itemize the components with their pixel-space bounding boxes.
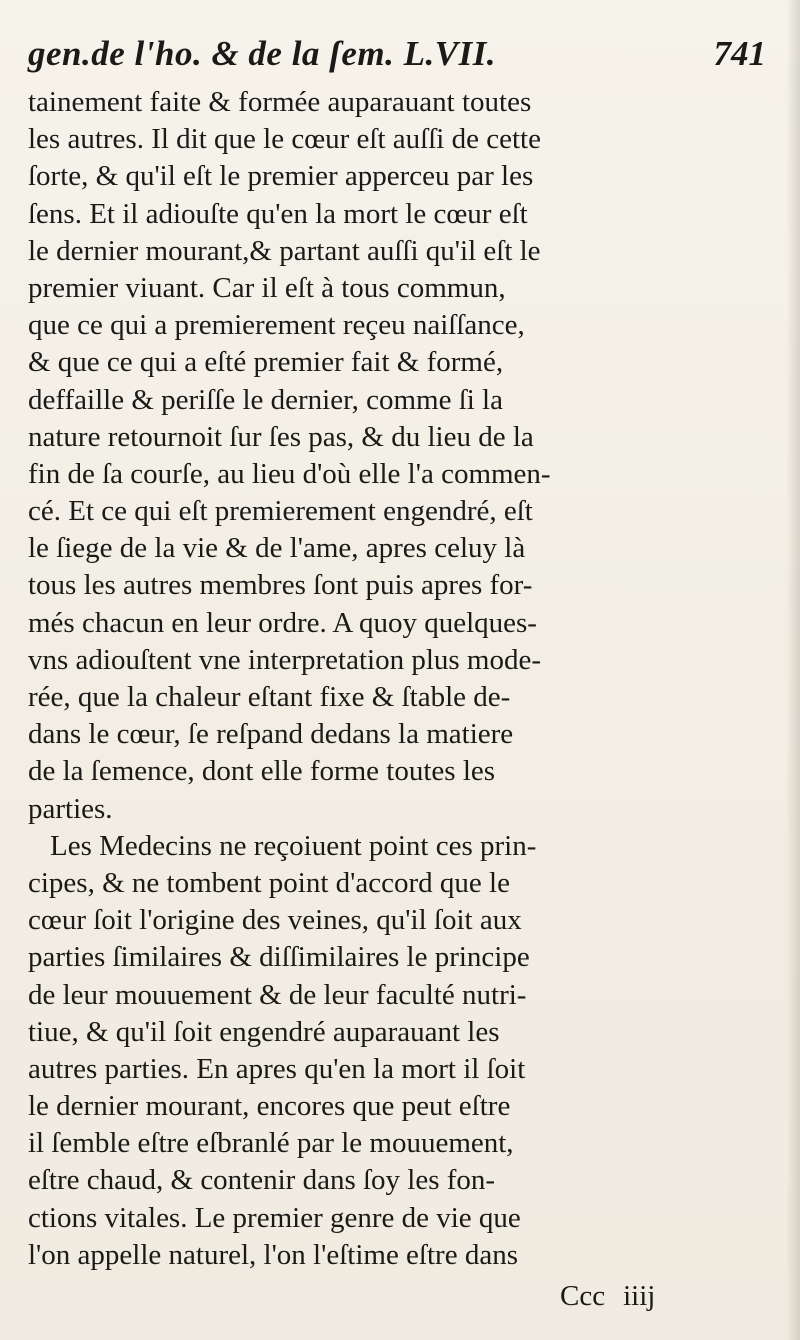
text-line: tous les autres membres ſont puis apres for-	[28, 569, 533, 602]
text-line: ſens. Et il adiouſte qu'en la mort le cœur eſt	[28, 197, 528, 230]
paragraph-start-line: Les Medecins ne reçoiuent point ces prin-	[50, 829, 537, 862]
text-line: cœur ſoit l'origine des veines, qu'il ſoit aux	[28, 904, 522, 937]
text-line: vns adiouſtent vne interpretation plus mode-	[28, 643, 542, 676]
text-line: l'on appelle naturel, l'on l'eſtime eſtre dans	[28, 1238, 518, 1271]
signature-number: iiij	[623, 1280, 656, 1312]
text-line: nature retournoit ſur ſes pas, & du lieu de la	[28, 420, 534, 453]
text-line: parties.	[28, 792, 113, 825]
page-number: 741	[713, 34, 766, 73]
running-title: gen.de l'ho. & de la ſem. L.VII.	[28, 34, 497, 73]
text-line: fin de ſa courſe, au lieu d'où elle l'a commen-	[28, 457, 551, 490]
text-line: més chacun en leur ordre. A quoy quelques-	[28, 606, 537, 639]
text-line: les autres. Il dit que le cœur eſt auſſi de cette	[28, 123, 541, 156]
text-line: de la ſemence, dont elle forme toutes les	[28, 755, 496, 788]
signature-mark	[560, 1280, 655, 1313]
text-line: rée, que la chaleur eſtant fixe & ſtable de-	[28, 681, 511, 713]
text-line: autres parties. En apres qu'en la mort il ſoit	[28, 1052, 526, 1085]
page-edge-shadow	[786, 0, 800, 1340]
text-line: cipes, & ne tombent point d'accord que le	[28, 866, 510, 899]
text-line: cé. Et ce qui eſt premierement engendré, eſt	[28, 495, 533, 528]
text-line: le dernier mourant, encores que peut eſtre	[28, 1090, 511, 1123]
text-line: eſtre chaud, & contenir dans ſoy les fon-	[28, 1164, 496, 1197]
text-line: le ſiege de la vie & de l'ame, apres celuy là	[28, 532, 526, 565]
text-line: premier viuant. Car il eſt à tous commun,	[28, 271, 506, 304]
text-line: tainement faite & formée auparauant toutes	[28, 86, 532, 118]
text-line: ctions vitales. Le premier genre de vie que	[28, 1201, 521, 1234]
signature-letters: Ccc	[560, 1280, 606, 1312]
text-line: & que ce qui a eſté premier fait & formé,	[28, 346, 504, 379]
text-line: parties ſimilaires & diſſimilaires le principe	[28, 941, 530, 974]
body-text	[28, 84, 788, 1274]
text-line: tiue, & qu'il ſoit engendré auparauant les	[28, 1015, 500, 1048]
text-line: deffaille & periſſe le dernier, comme ſi la	[28, 383, 503, 416]
text-line: dans le cœur, ſe reſpand dedans la matiere	[28, 718, 514, 751]
text-line: ſorte, & qu'il eſt le premier apperceu par les	[28, 160, 534, 193]
text-line: que ce qui a premierement reçeu naiſſance,	[28, 309, 525, 342]
text-line: le dernier mourant,& partant auſſi qu'il eſt le	[28, 234, 541, 267]
text-line: de leur mouuement & de leur faculté nutri-	[28, 978, 527, 1011]
text-line: il ſemble eſtre eſbranlé par le mouuement,	[28, 1127, 514, 1160]
